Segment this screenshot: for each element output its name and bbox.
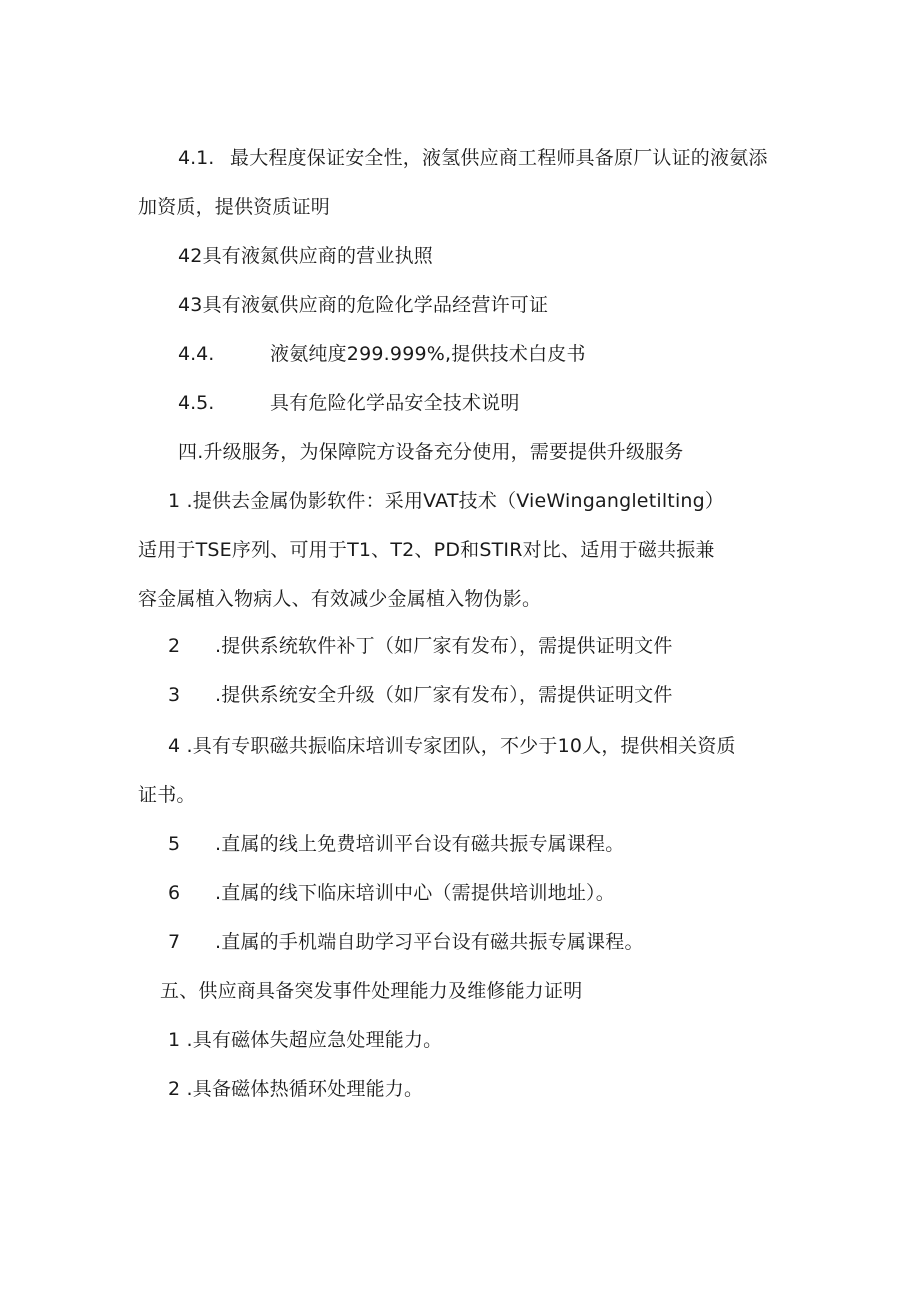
item-text: .提供系统软件补丁（如厂家有发布），需提供证明文件 [215, 635, 673, 657]
item-text: 具有危险化学品安全技术说明 [270, 392, 520, 414]
item-text: 最大程度保证安全性，液氢供应商工程师具备原厂认证的液氨添 [230, 147, 768, 169]
item-text: 43具有液氨供应商的危险化学品经营许可证 [178, 294, 549, 316]
item-text: .提供系统安全升级（如厂家有发布），需提供证明文件 [215, 684, 673, 706]
item-text: .直属的线下临床培训中心（需提供培训地址）。 [215, 882, 615, 904]
item-number: 4.4. [178, 343, 215, 365]
section-heading: 四.升级服务，为保障院方设备充分使用，需要提供升级服务 [178, 441, 684, 463]
item-number: 6 [168, 882, 181, 904]
item-text: 1 .具有磁体失超应急处理能力。 [168, 1029, 443, 1051]
item-text: .直属的手机端自助学习平台设有磁共振专属课程。 [215, 931, 644, 953]
item-number: 2 [168, 635, 181, 657]
item-number: 4.5. [178, 392, 215, 414]
item-text: 容金属植入物病人、有效减少金属植入物伪影。 [138, 588, 542, 610]
item-text: 1 .提供去金属伪影软件：采用VAT技术（VieWingangletilting） [168, 490, 725, 512]
item-text: 2 .具备磁体热循环处理能力。 [168, 1078, 424, 1100]
item-text: 液氨纯度299.999%,提供技术白皮书 [270, 343, 586, 365]
item-text: 适用于TSE序列、可用于T1、T2、PD和STIR对比、适用于磁共振兼 [138, 539, 715, 561]
item-text: 42具有液氮供应商的营业执照 [178, 245, 433, 267]
item-number: 5 [168, 833, 181, 855]
item-number: 7 [168, 931, 181, 953]
item-number: 3 [168, 684, 181, 706]
item-number: 4.1. [178, 147, 215, 169]
item-text: 证书。 [138, 784, 196, 806]
item-text: .直属的线上免费培训平台设有磁共振专属课程。 [215, 833, 625, 855]
item-text: 4 .具有专职磁共振临床培训专家团队，不少于10人，提供相关资质 [168, 735, 736, 757]
item-text: 加资质，提供资质证明 [138, 196, 331, 218]
section-heading: 五、供应商具备突发事件处理能力及维修能力证明 [160, 980, 583, 1002]
